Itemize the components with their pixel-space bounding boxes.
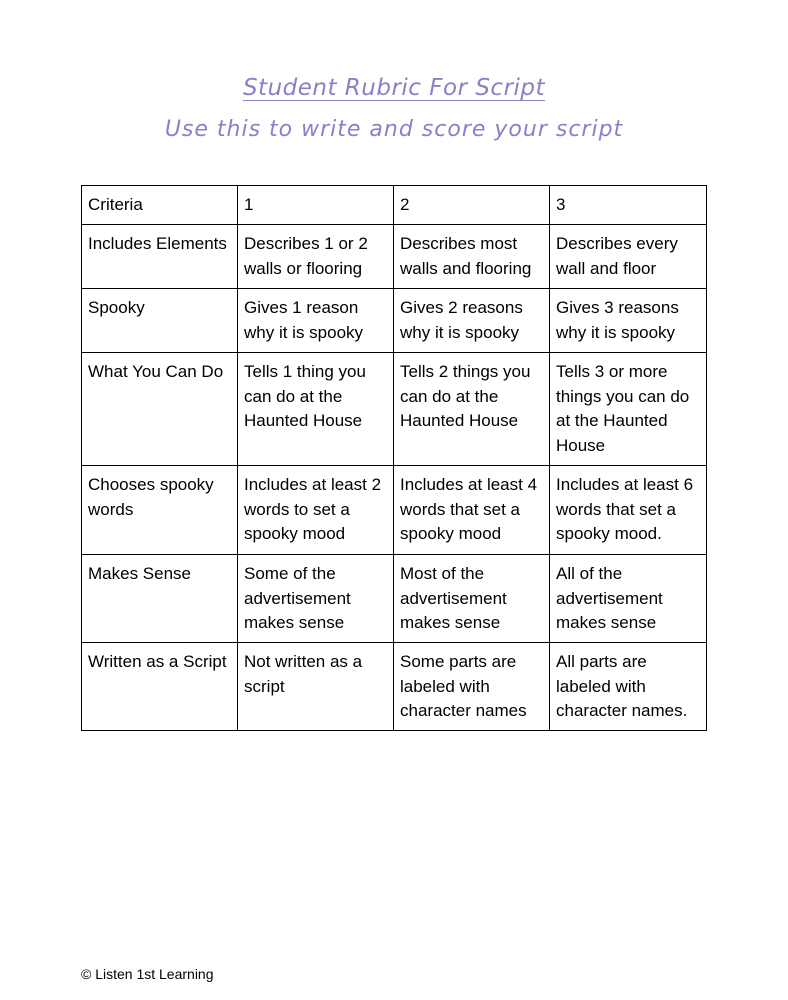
- score-1-cell: Includes at least 2 words to set a spooky mood: [238, 466, 394, 555]
- criteria-cell: Includes Elements: [82, 225, 238, 289]
- rubric-row: [82, 466, 707, 555]
- score-3-cell: Describes every wall and floor: [550, 225, 707, 289]
- criteria-cell: Chooses spooky words: [82, 466, 238, 555]
- score-2-cell: Most of the advertisement makes sense: [394, 555, 550, 643]
- score-2-cell: Some parts are labeled with character names: [394, 643, 550, 731]
- header-score-1: 1: [238, 186, 394, 225]
- rubric-table: [81, 185, 707, 731]
- header-criteria: Criteria: [82, 186, 238, 225]
- score-2-cell: Includes at least 4 words that set a spooky mood: [394, 466, 550, 555]
- rubric-header-row: [82, 186, 707, 225]
- rubric-row: [82, 289, 707, 353]
- score-2-cell: Tells 2 things you can do at the Haunted House: [394, 353, 550, 466]
- score-3-cell: Gives 3 reasons why it is spooky: [550, 289, 707, 353]
- score-1-cell: Gives 1 reason why it is spooky: [238, 289, 394, 353]
- score-3-cell: Includes at least 6 words that set a spooky mood.: [550, 466, 707, 555]
- score-2-cell: Describes most walls and flooring: [394, 225, 550, 289]
- rubric-row: [82, 555, 707, 643]
- score-3-cell: All of the advertisement makes sense: [550, 555, 707, 643]
- criteria-cell: Spooky: [82, 289, 238, 353]
- rubric-row: [82, 225, 707, 289]
- score-3-cell: Tells 3 or more things you can do at the Haunted House: [550, 353, 707, 466]
- score-2-cell: Gives 2 reasons why it is spooky: [394, 289, 550, 353]
- header-score-2: 2: [394, 186, 550, 225]
- rubric-row: [82, 353, 707, 466]
- criteria-cell: Written as a Script: [82, 643, 238, 731]
- score-1-cell: Tells 1 thing you can do at the Haunted House: [238, 353, 394, 466]
- score-3-cell: All parts are labeled with character names.: [550, 643, 707, 731]
- header-score-3: 3: [550, 186, 707, 225]
- score-1-cell: Some of the advertisement makes sense: [238, 555, 394, 643]
- page-subtitle: Use this to write and score your script: [164, 117, 624, 142]
- copyright-footer: © Listen 1st Learning: [81, 966, 214, 982]
- score-1-cell: Not written as a script: [238, 643, 394, 731]
- page-title: Student Rubric For Script: [242, 75, 546, 101]
- criteria-cell: What You Can Do: [82, 353, 238, 466]
- rubric-row: [82, 643, 707, 731]
- score-1-cell: Describes 1 or 2 walls or flooring: [238, 225, 394, 289]
- criteria-cell: Makes Sense: [82, 555, 238, 643]
